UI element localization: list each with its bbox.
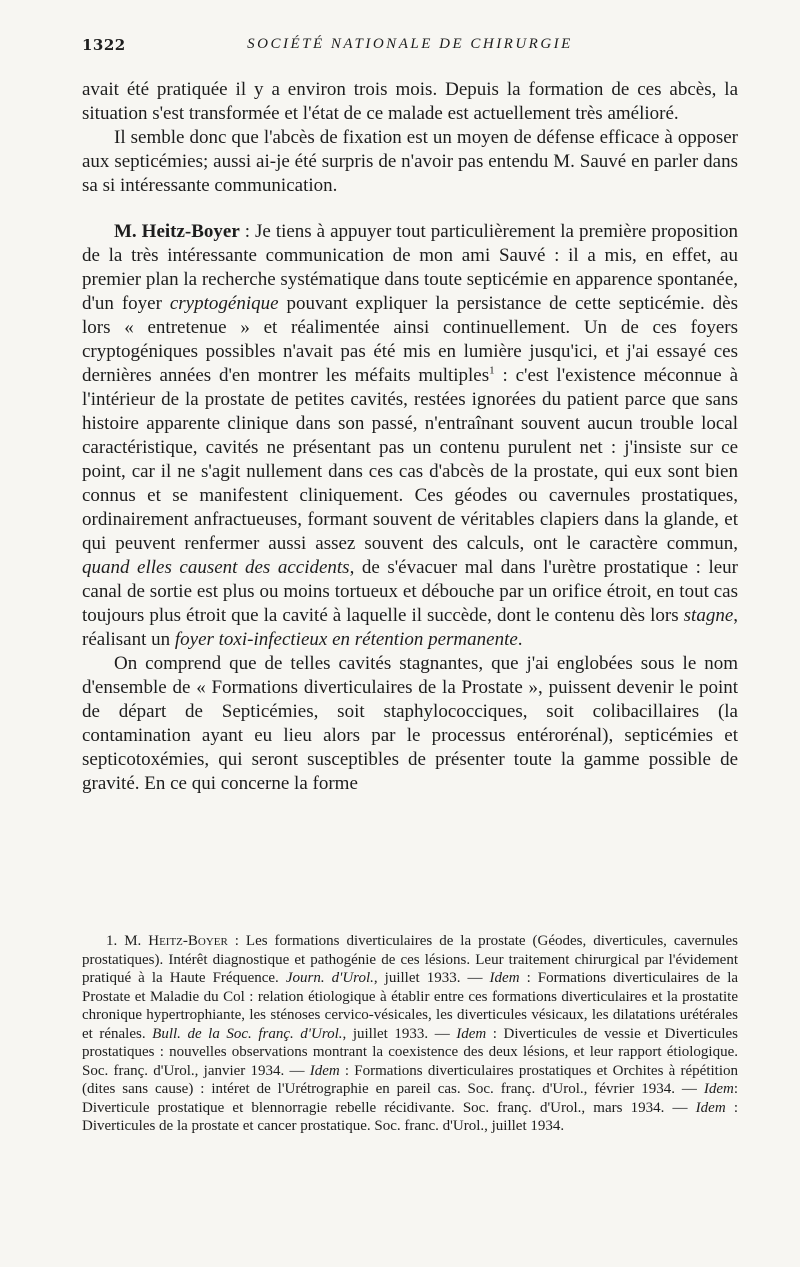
main-text [82,78,738,796]
footnotes [82,932,738,1136]
speaker-name: M. Heitz-Boyer [114,221,240,242]
italic-term: stagne [683,605,734,626]
journal-title: Journ. d'Urol. [285,970,374,986]
text-run: pouvant expliquer la persistance de cette septicémie. dès lors « entretenue » et réalimentée ainsi continuellement. Un de ces foyers cryptogéniques possibles n'avait pas été mis en lumière jusqu'ici, et j'ai essayé ces dernières années d'en montrer les méfaits multiples [82,293,738,386]
italic-term: cryptogénique [169,293,279,314]
idem: Idem [456,1025,487,1042]
paragraph-heitz-boyer [82,220,738,652]
idem: Idem [489,970,520,986]
paragraph-continuation: avait été pratiquée il y a environ trois mois. Depuis la formation de ces abcès, la situation s'est transformée et l'état de ce malade est actuellement très amélioré. [82,79,738,124]
text-run: : Formations diverticulaires de la Prostate et Maladie du Col : relation étiologique à établir entre ces formations diverticulaires et la prostatite chronique hypertrophiante, les sténoses cervico-vésicales, les diverticules vésicaux, les dilatations urétérales et rénales. [82,970,739,1042]
footnote-number: 1. [106,933,125,949]
page-header [82,36,738,60]
text-run: , juillet 1933. — [342,1025,457,1042]
footnote-1 [82,932,738,1136]
text-run: : Je tiens à appuyer tout particulièrement la première proposition de la très intéressante communication de mon ami Sauvé : il a mis, en effet, au premier plan la recherche systématique dans toute septicémie en apparence spontanée, d'un foyer [82,221,738,314]
italic-term: foyer toxi-infectieux en rétention permanente [174,629,518,650]
text-run: : Diverticules de vessie et Diverticules prostatiques : nouvelles observations montrant la coexistence des deux lésions, et leur rapport étiologique. Soc. franç. d'Urol., janvier 1934. — [82,1025,738,1079]
text-run: , juillet 1933. — [373,970,490,986]
idem: Idem [695,1099,726,1116]
text-run: : c'est l'existence méconnue à l'intérieur de la prostate de petites cavités, restées ignorées du patient parce que sans histoire apparente clinique dans son passé, n'entraînant souvent aucun trouble local caractéristique, cavités ne présentant pas un contenu purulent net : j'insiste sur ce point, car il ne s'agit nullement dans ces cas d'abcès de la prostate, qui eux sont bien connus et se manifestent cliniquement. Ces géodes ou cavernules prostatiques, ordinairement anfractueuses, formant souvent de véritables clapiers dans la glande, et qui peuvent renfermer aussi assez souvent des calculs, ont le caractère commun, [82,365,738,554]
italic-term: quand elles causent des accidents [82,557,350,578]
text-run: . [517,629,523,650]
idem: Idem [309,1062,340,1079]
footnote-ref: 1 [489,364,495,377]
text-run: : Formations diverticulaires prostatiques et Orchites à répétition (dites sans cause) : intéret de l'Urétrographie en pareil cas. Soc. franç. d'Urol., février 1934. — [82,1062,738,1097]
paragraph-cavites: On comprend que de telles cavités stagnantes, que j'ai englobées sous le nom d'ensemble de « Formations diverticulaires de la Prostate », puissent devenir le point de départ de Septicémies, soit staphylococciques, soit colibacillaires (la contamination ayant eu lieu alors par le processus entérorénal), septicémies et septicotoxémies, qui seront susceptibles de présenter toute la gamme possible de gravité. En ce qui concerne la forme [82,653,738,794]
running-title: SOCIÉTÉ NATIONALE DE CHIRURGIE [247,36,573,52]
journal-title: Bull. de la Soc. franç. d'Urol. [152,1025,343,1042]
paragraph-abces-fixation: Il semble donc que l'abcès de fixation est un moyen de défense efficace à opposer aux septicémies; aussi ai-je été surpris de n'avoir pas entendu M. Sauvé en parler dans sa si intéressante communication. [82,127,738,196]
idem: Idem [703,1081,734,1097]
page-number: 1322 [82,36,126,54]
text-run: , de s'évacuer mal dans l'urètre prostatique : leur canal de sortie est plus ou moins tortueux et débouche par un orifice étroit, en tout cas toujours plus étroit que la cavité à laquelle il succède, dont le contenu dès lors [82,557,739,626]
text-run: : Les formations diverticulaires de la prostate (Géodes, diverticules, cavernules prostatiques). Intérêt diagnostique et pathogénie de ces lésions. Leur traitement chirurgical par l'évidement pratiqué à la Haute Fréquence. [82,933,738,986]
text-run: : Diverticule prostatique et blennorragie rebelle récidivante. Soc. franç. d'Urol., mars 1934. — [82,1081,738,1116]
text-run: , réalisant un [82,605,738,650]
footnote-author: M. Heitz-Boyer [124,933,228,949]
text-run: : Diverticules de la prostate et cancer prostatique. Soc. franc. d'Urol., juillet 1934. [82,1099,738,1134]
